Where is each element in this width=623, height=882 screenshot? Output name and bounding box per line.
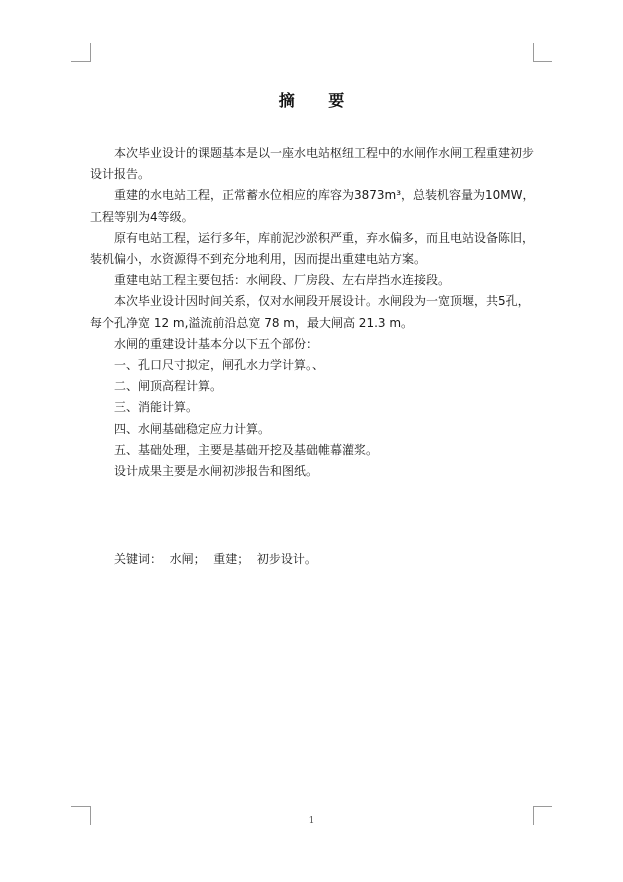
list-item-1: 一、孔口尺寸拟定，闸孔水力学计算。、: [114, 358, 325, 373]
keywords-line: 关键词： 水闸； 重建； 初步设计。: [114, 552, 317, 566]
crop-mark-bottom-right-h: [533, 806, 552, 807]
abstract-body: [90, 143, 535, 482]
crop-mark-top-left-v: [90, 43, 91, 62]
paragraph-1: 本次毕业设计的课题基本是以一座水电站枢纽工程中的水闸作水闸工程重建初步设计报告。: [90, 146, 535, 182]
list-intro: 水闸的重建设计基本分以下五个部份：: [114, 336, 319, 351]
list-item-5: 五、基础处理，主要是基础开挖及基础帷幕灌浆。: [114, 442, 379, 457]
crop-mark-top-left-h: [71, 61, 90, 62]
paragraph-4: 重建电站工程主要包括：水闸段、厂房段、左右岸挡水连接段。: [114, 273, 451, 288]
abstract-title: 摘 要: [278, 91, 359, 110]
crop-mark-top-right-v: [533, 43, 534, 62]
crop-mark-top-right-h: [533, 61, 552, 62]
closing-paragraph: 设计成果主要是水闸初涉报告和图纸。: [114, 464, 319, 479]
page-number: 1: [308, 816, 315, 826]
paragraph-2: 重建的水电站工程，正常蓄水位相应的库容为3873m³，总装机容量为10MW，工程等别为4等级。: [90, 188, 535, 224]
paragraph-5: 本次毕业设计因时间关系，仅对水闸段开展设计。水闸段为一宽顶堰，共5孔，每个孔净宽 12 m,溢流前沿总宽 78 m，最大闸高 21.3 m。: [90, 294, 530, 330]
list-item-3: 三、消能计算。: [114, 400, 199, 415]
list-item-4: 四、水闸基础稳定应力计算。: [114, 421, 271, 436]
list-item-2: 二、闸顶高程计算。: [114, 379, 223, 394]
paragraph-3: 原有电站工程，运行多年，库前泥沙淤积严重，弃水偏多，而且电站设备陈旧，装机偏小，水资源得不到充分地利用，因而提出重建电站方案。: [90, 230, 535, 267]
crop-mark-bottom-left-h: [71, 806, 90, 807]
